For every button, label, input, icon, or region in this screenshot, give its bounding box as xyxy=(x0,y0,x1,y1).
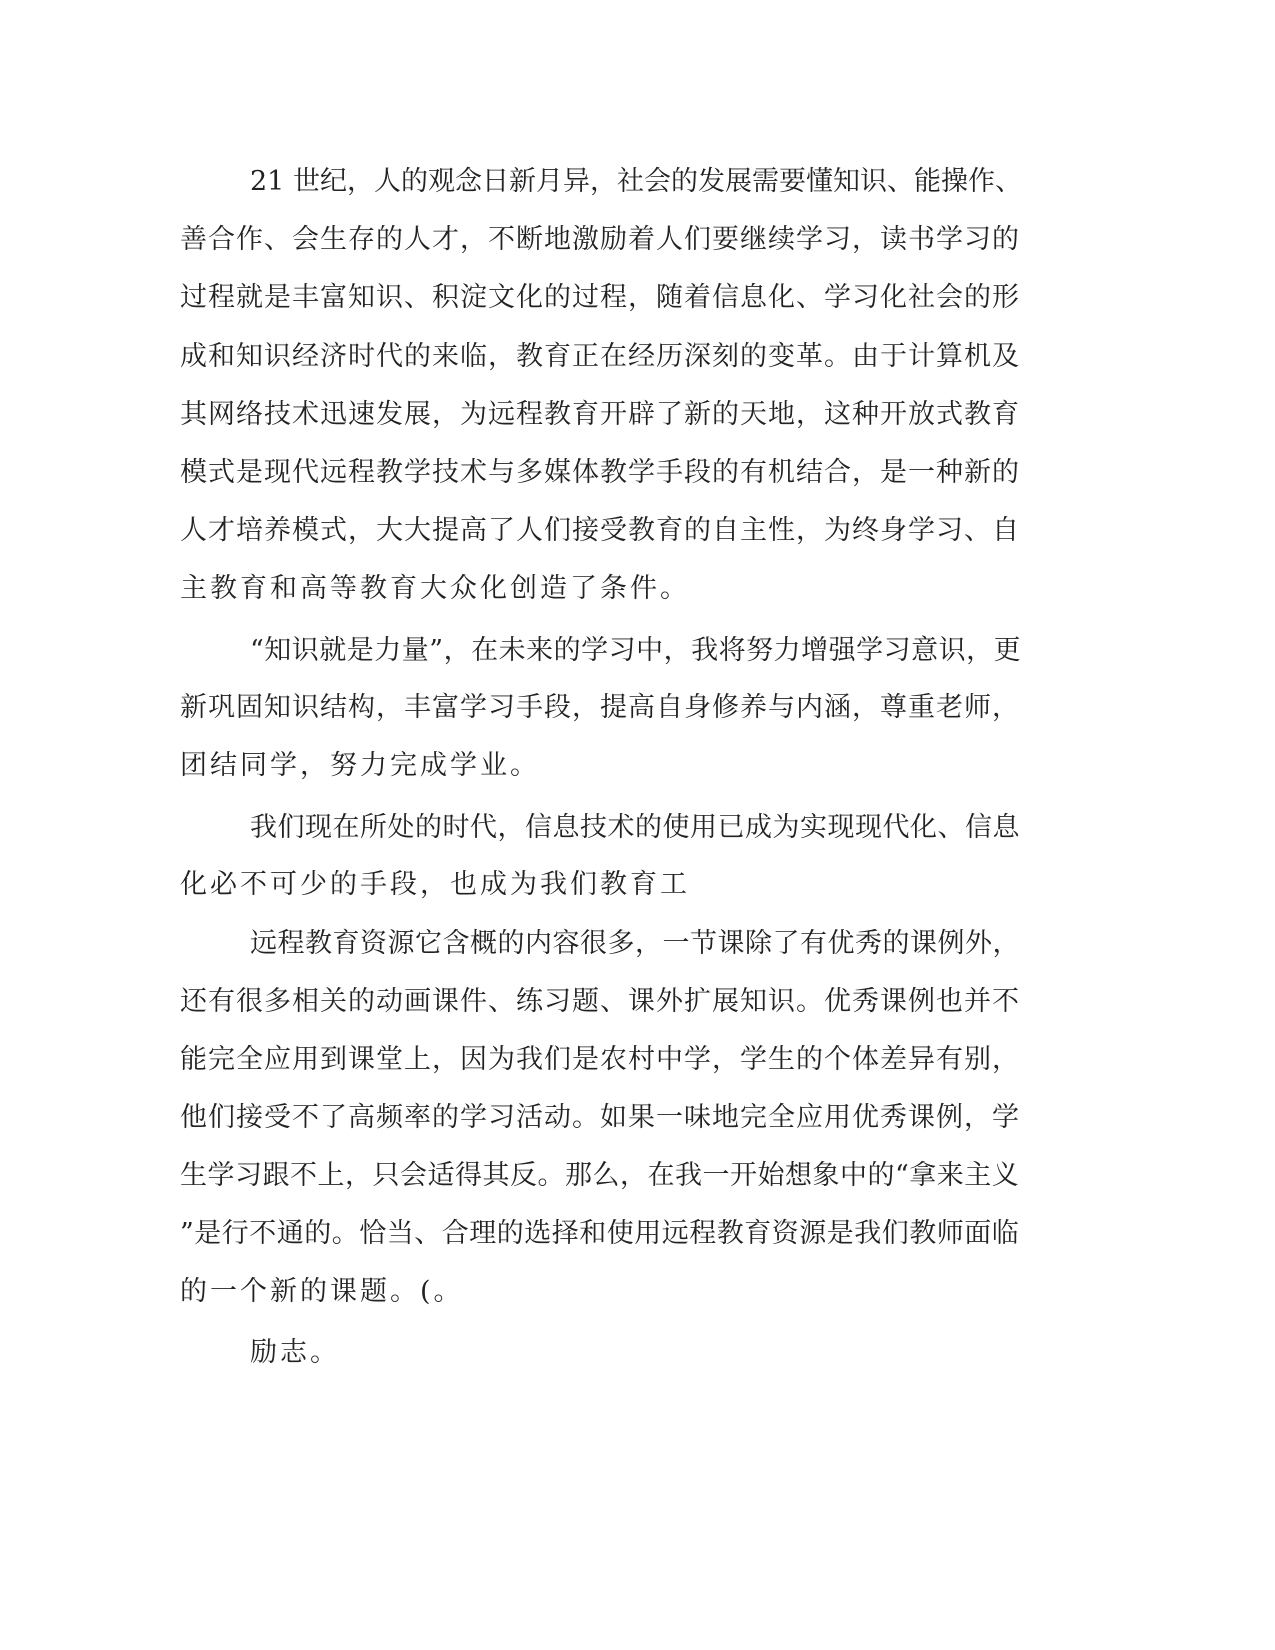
paragraph-line: 励志。 xyxy=(250,1337,340,1368)
paragraph-line: 善合作、会生存的人才，不断地激励着人们要继续学习，读书学习的 xyxy=(180,224,1020,255)
paragraph-line: 他们接受不了高频率的学习活动。如果一味地完全应用优秀课例，学 xyxy=(180,1102,1020,1133)
paragraph-line: 成和知识经济时代的来临，教育正在经历深刻的变革。由于计算机及 xyxy=(180,341,1020,372)
paragraph-line: 远程教育资源它含概的内容很多，一节课除了有优秀的课例外， xyxy=(250,928,1020,959)
paragraph-line: 能完全应用到课堂上，因为我们是农村中学，学生的个体差异有别， xyxy=(180,1044,1020,1075)
paragraph-line: 主教育和高等教育大众化创造了条件。 xyxy=(180,573,690,604)
paragraph-line: 生学习跟不上，只会适得其反。那么，在我一开始想象中的“拿来主义 xyxy=(180,1160,1020,1191)
paragraph-line: ”是行不通的。恰当、合理的选择和使用远程教育资源是我们教师面临 xyxy=(180,1218,1020,1249)
paragraph-line: 人才培养模式，大大提高了人们接受教育的自主性，为终身学习、自 xyxy=(180,515,1020,546)
paragraph-line: 化必不可少的手段，也成为我们教育工 xyxy=(180,869,690,900)
paragraph-line: 还有很多相关的动画课件、练习题、课外扩展知识。优秀课例也并不 xyxy=(180,986,1020,1017)
paragraph-line: 的一个新的课题。(。 xyxy=(180,1276,464,1307)
paragraph-line: 其网络技术迅速发展，为远程教育开辟了新的天地，这种开放式教育 xyxy=(180,399,1020,430)
paragraph-line: 过程就是丰富知识、积淀文化的过程，随着信息化、学习化社会的形 xyxy=(180,282,1020,313)
paragraph-line: 模式是现代远程教学技术与多媒体教学手段的有机结合，是一种新的 xyxy=(180,457,1020,488)
paragraph-line: 21 世纪，人的观念日新月异，社会的发展需要懂知识、能操作、 xyxy=(250,166,1022,197)
paragraph-line: “知识就是力量”，在未来的学习中，我将努力增强学习意识，更 xyxy=(250,635,1022,666)
paragraph-line: 新巩固知识结构，丰富学习手段，提高自身修养与内涵，尊重老师， xyxy=(180,692,1020,723)
paragraph-line: 我们现在所处的时代，信息技术的使用已成为实现现代化、信息 xyxy=(250,812,1020,843)
paragraph-line: 团结同学，努力完成学业。 xyxy=(180,750,540,781)
